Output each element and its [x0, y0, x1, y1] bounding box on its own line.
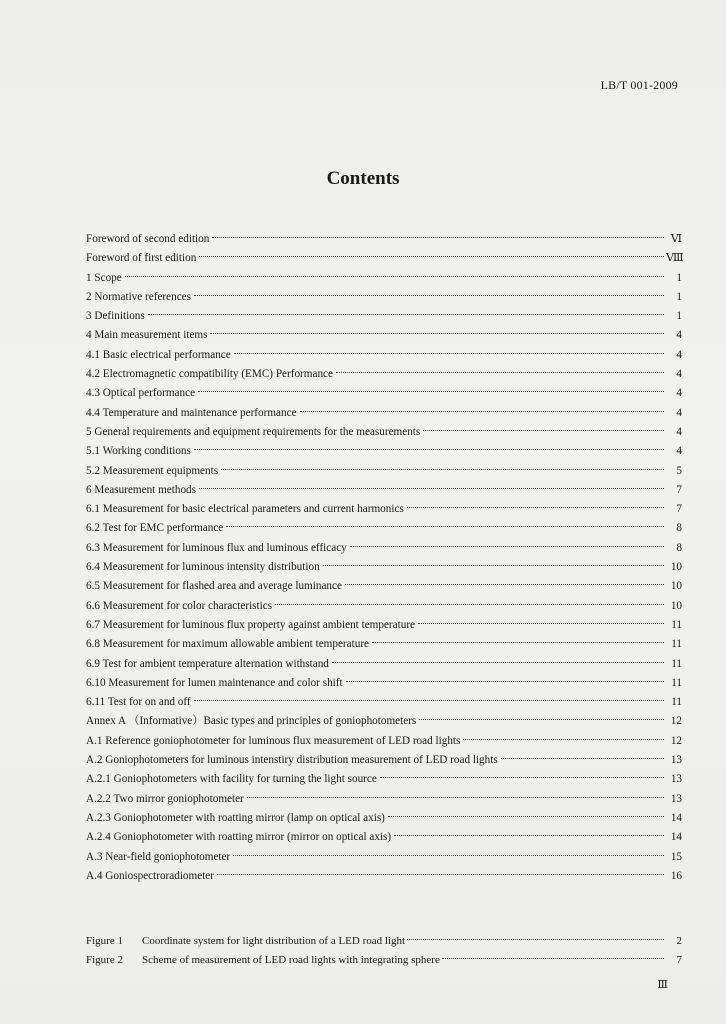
dot-leader — [198, 390, 664, 392]
toc-entry-page: 11 — [671, 676, 682, 689]
toc-entry-label: 4.3 Optical performance — [86, 387, 196, 400]
toc-entry[interactable] — [86, 558, 682, 577]
dot-leader — [217, 873, 664, 875]
toc-entry[interactable] — [86, 249, 682, 268]
dot-leader — [423, 429, 664, 431]
toc-entry-page: 10 — [670, 561, 682, 574]
toc-entry[interactable] — [86, 732, 682, 751]
toc-entry-page: 11 — [671, 618, 682, 631]
toc-entry[interactable] — [86, 790, 682, 809]
toc-entry-page: 4 — [676, 445, 682, 458]
page-number: Ⅲ — [657, 979, 668, 991]
toc-entry-label: 6.8 Measurement for maximum allowable ambient temperature — [86, 638, 370, 651]
dot-leader — [463, 738, 664, 740]
toc-entry-page: 1 — [676, 271, 682, 284]
toc-entry-page: 12 — [670, 734, 682, 747]
toc-entry[interactable] — [86, 539, 682, 558]
toc-entry-page: 4 — [676, 329, 682, 342]
toc-entry-label: 5.1 Working conditions — [86, 445, 191, 458]
toc-entry-page: 7 — [676, 503, 682, 516]
toc-entry[interactable] — [86, 828, 682, 847]
toc-entry[interactable] — [86, 326, 682, 345]
dot-leader — [199, 255, 664, 257]
toc-entry[interactable] — [86, 597, 682, 616]
dot-leader — [247, 796, 664, 798]
figure-entry[interactable] — [86, 951, 682, 970]
dot-leader — [407, 938, 664, 940]
toc-entry-page: 14 — [670, 831, 682, 844]
toc-entry-label: A.2 Goniophotometers for luminous intenstiry distribution measurement of LED road lights — [86, 754, 498, 767]
toc-entry-label: 6.3 Measurement for luminous flux and luminous efficacy — [86, 541, 347, 554]
toc-entry-label: Annex A （Informative）Basic types and principles of goniophotometers — [86, 715, 417, 728]
dot-leader — [323, 564, 664, 566]
dot-leader — [419, 718, 664, 720]
toc-entry-label: A.2.2 Two mirror goniophotometer — [86, 792, 244, 805]
figure-page: 7 — [676, 954, 682, 966]
figure-number: Figure 2 — [86, 954, 123, 966]
toc-entry-label: 4.4 Temperature and maintenance performance — [86, 406, 297, 419]
figure-page: 2 — [676, 935, 682, 947]
toc-entry-page: 7 — [676, 483, 682, 496]
list-of-figures — [86, 932, 682, 970]
toc-entry[interactable] — [86, 770, 682, 789]
toc-entry-label: Foreword of second edition — [86, 233, 210, 245]
dot-leader — [194, 294, 664, 296]
toc-entry-page: 10 — [670, 599, 682, 612]
document-code: LB/T 001-2009 — [600, 78, 678, 92]
dot-leader — [407, 506, 664, 508]
dot-leader — [372, 641, 664, 643]
toc-entry-label: 6.2 Test for EMC performance — [86, 522, 224, 535]
toc-entry-page: 4 — [676, 387, 682, 400]
toc-entry-label: 6.9 Test for ambient temperature alternation withstand — [86, 657, 329, 670]
toc-entry-label: 6 Measurement methods — [86, 483, 196, 496]
toc-entry[interactable] — [86, 423, 682, 442]
toc-entry[interactable] — [86, 848, 682, 867]
toc-entry-label: Foreword of first edition — [86, 252, 197, 265]
dot-leader — [199, 487, 664, 489]
table-of-contents — [86, 230, 682, 886]
toc-entry-page: 11 — [671, 638, 682, 651]
toc-entry[interactable] — [86, 809, 682, 828]
toc-entry[interactable] — [86, 519, 682, 538]
toc-entry-page: Ⅵ — [670, 233, 682, 245]
toc-entry-label: 6.1 Measurement for basic electrical parameters and current harmonics — [86, 503, 404, 516]
dot-leader — [194, 448, 664, 450]
dot-leader — [233, 854, 664, 856]
toc-entry-label: 5.2 Measurement equipments — [86, 464, 219, 477]
toc-entry-label: 1 Scope — [86, 271, 122, 284]
toc-entry-label: 4.1 Basic electrical performance — [86, 348, 231, 361]
dot-leader — [394, 834, 664, 836]
toc-entry-label: 6.7 Measurement for luminous flux property against ambient temperature — [86, 618, 416, 631]
toc-entry-page: 1 — [676, 290, 682, 303]
dot-leader — [226, 525, 664, 527]
dot-leader — [388, 815, 664, 817]
dot-leader — [501, 757, 664, 759]
toc-entry-label: 6.11 Test for on and off — [86, 696, 191, 709]
toc-entry[interactable] — [86, 500, 682, 519]
dot-leader — [380, 776, 664, 778]
toc-entry-page: 13 — [670, 754, 682, 767]
toc-entry-label: A.4 Goniospectroradiometer — [86, 869, 214, 882]
toc-entry[interactable] — [86, 712, 682, 731]
toc-entry-page: 4 — [676, 348, 682, 361]
toc-entry-page: 10 — [670, 580, 682, 593]
toc-entry[interactable] — [86, 751, 682, 770]
toc-entry-page: 4 — [676, 425, 682, 438]
dot-leader — [418, 622, 664, 624]
toc-entry[interactable] — [86, 635, 682, 654]
toc-entry-page: 1 — [676, 310, 682, 323]
toc-entry-page: 13 — [670, 792, 682, 805]
figure-entry[interactable] — [86, 932, 682, 951]
toc-entry-label: 3 Definitions — [86, 310, 145, 323]
toc-entry-page: 8 — [676, 541, 682, 554]
toc-entry[interactable] — [86, 346, 682, 365]
toc-entry[interactable] — [86, 442, 682, 461]
toc-entry[interactable] — [86, 577, 682, 596]
figure-label: Scheme of measurement of LED road lights with integrating sphere — [142, 954, 440, 966]
toc-entry-page: 16 — [670, 869, 682, 882]
toc-entry-page: 4 — [676, 406, 682, 419]
toc-entry[interactable] — [86, 230, 682, 249]
dot-leader — [346, 680, 664, 682]
toc-entry[interactable] — [86, 655, 682, 674]
toc-entry-page: 8 — [676, 522, 682, 535]
toc-entry-page: 5 — [676, 464, 682, 477]
dot-leader — [212, 236, 664, 238]
dot-leader — [125, 275, 664, 277]
toc-entry-label: A.2.3 Goniophotometer with roatting mirror (lamp on optical axis) — [86, 811, 385, 824]
dot-leader — [345, 583, 664, 585]
dot-leader — [234, 352, 664, 354]
toc-entry-page: 12 — [670, 715, 682, 728]
toc-entry[interactable] — [86, 307, 682, 326]
toc-entry-label: 2 Normative references — [86, 290, 191, 303]
dot-leader — [442, 957, 664, 959]
toc-entry-page: 13 — [670, 773, 682, 786]
toc-entry-label: 6.6 Measurement for color characteristics — [86, 599, 273, 612]
toc-entry-page: 11 — [671, 696, 682, 709]
figure-label: Coordinate system for light distribution of a LED road light — [142, 935, 406, 947]
toc-entry-page: 11 — [671, 657, 682, 670]
toc-entry[interactable] — [86, 867, 682, 886]
toc-entry-label: A.2.4 Goniophotometer with roatting mirror (mirror on optical axis) — [86, 831, 392, 844]
toc-entry[interactable] — [86, 462, 682, 481]
toc-entry[interactable] — [86, 674, 682, 693]
dot-leader — [221, 468, 664, 470]
toc-entry[interactable] — [86, 269, 682, 288]
toc-entry-label: 6.10 Measurement for lumen maintenance and color shift — [86, 676, 343, 689]
dot-leader — [336, 371, 664, 373]
dot-leader — [332, 661, 664, 663]
toc-entry-label: A.3 Near-field goniophotometer — [86, 850, 231, 863]
toc-entry[interactable] — [86, 616, 682, 635]
toc-entry-page: 4 — [676, 368, 682, 381]
figure-number: Figure 1 — [86, 935, 123, 947]
toc-entry-label: 6.4 Measurement for luminous intensity distribution — [86, 561, 320, 574]
toc-entry-label: A.1 Reference goniophotometer for luminous flux measurement of LED road lights — [86, 734, 461, 747]
dot-leader — [148, 313, 664, 315]
toc-entry[interactable] — [86, 481, 682, 500]
toc-entry-page: 14 — [670, 811, 682, 824]
dot-leader — [300, 410, 664, 412]
dot-leader — [350, 545, 664, 547]
toc-entry-page: 15 — [670, 850, 682, 863]
dot-leader — [210, 332, 664, 334]
toc-entry[interactable] — [86, 384, 682, 403]
toc-entry[interactable] — [86, 288, 682, 307]
dot-leader — [194, 699, 664, 701]
dot-leader — [275, 603, 664, 605]
toc-entry-label: 4.2 Electromagnetic compatibility (EMC) Performance — [86, 368, 333, 381]
toc-entry[interactable] — [86, 365, 682, 384]
toc-entry-label: 4 Main measurement items — [86, 329, 208, 342]
page-title: Contents — [326, 168, 400, 189]
toc-entry[interactable] — [86, 693, 682, 712]
toc-entry-label: A.2.1 Goniophotometers with facility for turning the light source — [86, 773, 377, 786]
toc-entry-label: 6.5 Measurement for flashed area and average luminance — [86, 580, 342, 593]
toc-entry-label: 5 General requirements and equipment requirements for the measurements — [86, 425, 421, 438]
toc-entry-page: Ⅷ — [666, 252, 684, 265]
toc-entry[interactable] — [86, 404, 682, 423]
